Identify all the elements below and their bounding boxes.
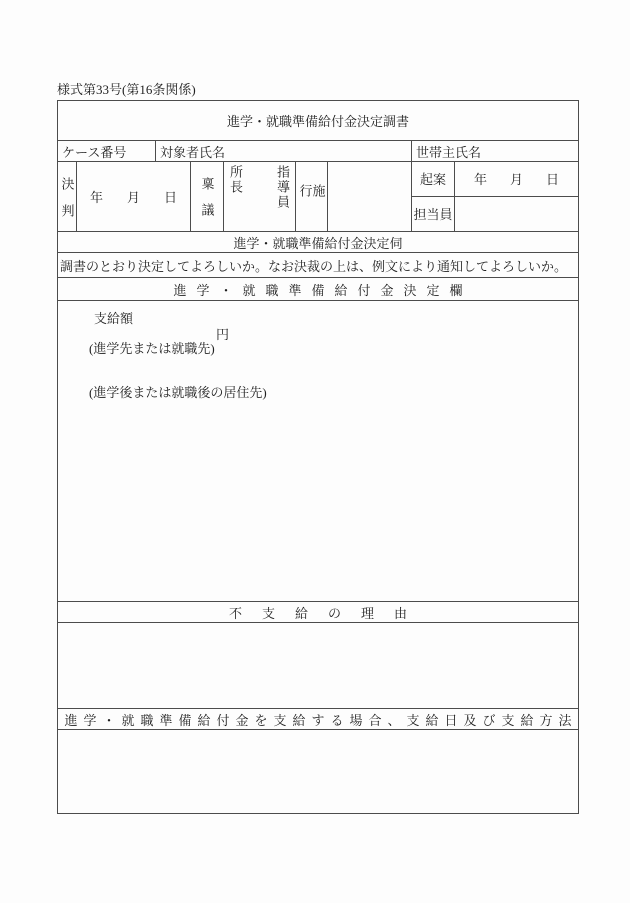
- instructor-label: 指導員: [275, 165, 290, 210]
- draft-date-cell: [455, 162, 578, 196]
- draft-block: [412, 162, 578, 231]
- draft-label: 起案: [412, 162, 455, 196]
- decision-judgment-label: 決判: [59, 176, 75, 231]
- approver-stamp-cell: [224, 162, 296, 231]
- currency-label: 円: [216, 327, 230, 342]
- amount-label: 支給額: [94, 311, 134, 326]
- decision-content-area: [58, 301, 578, 602]
- residence-label: (進学後または就職後の居住先): [89, 385, 267, 400]
- month-label: 月: [126, 190, 140, 205]
- director-label: 所長: [228, 165, 243, 195]
- payment-method-area: [58, 730, 578, 813]
- payment-method-header: 進学・就職準備給付金を支給する場合、支給日及び支給方法: [58, 709, 578, 730]
- non-payment-header: 不支給の理由: [58, 602, 578, 623]
- form-title: 進学・就職準備給付金決定調書: [58, 101, 578, 141]
- case-number-label: ケース番号: [58, 141, 156, 161]
- day-label: 日: [546, 172, 560, 188]
- staff-row: [412, 197, 578, 232]
- staff-name-area: [455, 197, 578, 232]
- non-payment-reason-area: [58, 623, 578, 709]
- execution-stamp-area: [328, 162, 412, 231]
- ringi-label: 稟議: [199, 177, 215, 229]
- id-row: [58, 141, 578, 162]
- decision-section-header: 進学・就職準備給付金決定欄: [58, 278, 578, 301]
- inquiry-body: 調書のとおり決定してよろしいか。なお決裁の上は、例文により通知してよろしいか。: [58, 253, 578, 278]
- form-number-label: 様式第33号(第16条関係): [57, 82, 196, 97]
- execution-cell: [296, 162, 328, 231]
- inquiry-title: 進学・就職準備給付金決定伺: [58, 232, 578, 253]
- householder-name-label: 世帯主氏名: [416, 144, 482, 160]
- ringi-cell: [191, 162, 224, 231]
- day-label: 日: [164, 190, 178, 205]
- approval-date-cell: [77, 162, 191, 231]
- year-label: 年: [89, 190, 103, 205]
- subject-name-label: 対象者氏名: [156, 141, 412, 161]
- decision-form-table: [57, 100, 579, 814]
- draft-row: [412, 162, 578, 197]
- destination-label: (進学先または就職先): [89, 341, 215, 356]
- approval-row: [58, 162, 578, 232]
- execution-label: 施行: [297, 184, 326, 219]
- staff-label: 担当員: [412, 197, 455, 232]
- decision-judgment-cell: [58, 162, 77, 231]
- year-label: 年: [473, 172, 487, 188]
- month-label: 月: [509, 172, 523, 188]
